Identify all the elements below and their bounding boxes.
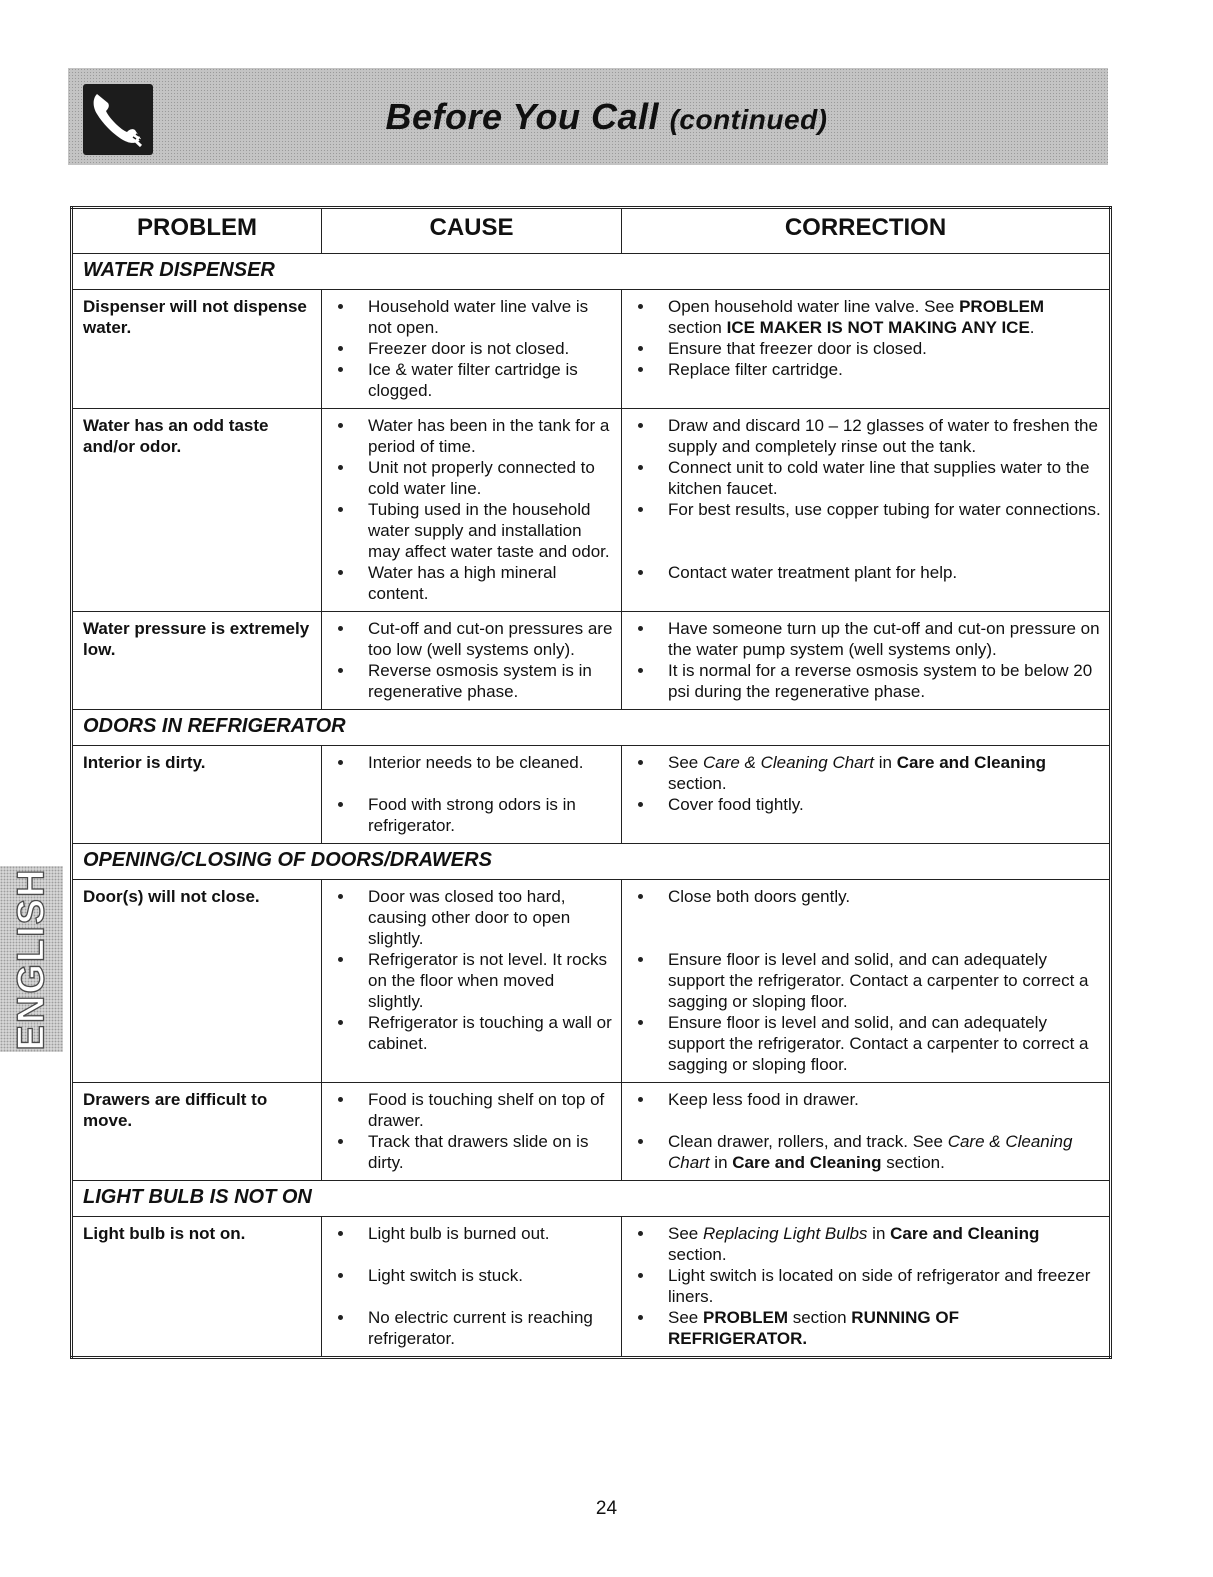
page-number: 24 — [595, 1498, 618, 1519]
section-title: LIGHT BULB IS NOT ON — [72, 1181, 1111, 1217]
cause-item: Light switch is stuck. — [332, 1265, 613, 1286]
correction-cell — [622, 612, 1111, 710]
troubleshooting-table — [70, 206, 1112, 1359]
cause-item: Water has been in the tank for a period of time. — [332, 415, 613, 457]
cause-cell — [322, 290, 622, 409]
correction-item: Cover food tightly. — [632, 794, 1101, 815]
problem-cell: Water has an odd taste and/or odor. — [72, 409, 322, 612]
section-title: WATER DISPENSER — [72, 254, 1111, 290]
table-row — [72, 880, 1111, 1083]
correction-item: See Replacing Light Bulbs in Care and Cleaning section. — [632, 1223, 1101, 1265]
cause-item: Door was closed too hard, causing other door to open slightly. — [332, 886, 613, 949]
table-row — [72, 746, 1111, 844]
correction-cell — [622, 409, 1111, 612]
correction-cell — [622, 1217, 1111, 1358]
page-title-subtitle: (continued) — [669, 104, 828, 135]
problem-cell: Light bulb is not on. — [72, 1217, 322, 1358]
section-title: ODORS IN REFRIGERATOR — [72, 710, 1111, 746]
correction-item: Ensure floor is level and solid, and can adequately support the refrigerator. Contact a carpenter to correct a sagging or sloping floor. — [632, 1012, 1101, 1075]
page-title-main: Before You Call — [385, 96, 660, 137]
cause-item: Food with strong odors is in refrigerator. — [332, 794, 613, 836]
correction-item: Ensure that freezer door is closed. — [632, 338, 1101, 359]
cause-item: Track that drawers slide on is dirty. — [332, 1131, 613, 1173]
cause-item: Food is touching shelf on top of drawer. — [332, 1089, 613, 1131]
problem-cell: Door(s) will not close. — [72, 880, 322, 1083]
cause-item: Interior needs to be cleaned. — [332, 752, 613, 773]
problem-cell: Interior is dirty. — [72, 746, 322, 844]
correction-item: See PROBLEM section RUNNING OF REFRIGERATOR. — [632, 1307, 1101, 1349]
table-row — [72, 1083, 1111, 1181]
correction-item: Keep less food in drawer. — [632, 1089, 1101, 1110]
section-title: OPENING/CLOSING OF DOORS/DRAWERS — [72, 844, 1111, 880]
cause-item: Household water line valve is not open. — [332, 296, 613, 338]
cause-cell — [322, 880, 622, 1083]
correction-item: Have someone turn up the cut-off and cut-on pressure on the water pump system (well systems only). — [632, 618, 1101, 660]
cause-item: Cut-off and cut-on pressures are too low (well systems only). — [332, 618, 613, 660]
cause-cell — [322, 612, 622, 710]
correction-cell — [622, 746, 1111, 844]
table-header-row — [72, 208, 1111, 254]
correction-item: Draw and discard 10 – 12 glasses of water to freshen the supply and completely rinse out the tank. — [632, 415, 1101, 457]
correction-cell — [622, 290, 1111, 409]
correction-item: Ensure floor is level and solid, and can adequately support the refrigerator. Contact a carpenter to correct a sagging or sloping floor. — [632, 949, 1101, 1012]
cause-item: Tubing used in the household water supply and installation may affect water taste and odor. — [332, 499, 613, 562]
problem-cell: Water pressure is extremely low. — [72, 612, 322, 710]
language-tab — [0, 866, 63, 1052]
cause-item: Reverse osmosis system is in regenerative phase. — [332, 660, 613, 702]
correction-item: Replace filter cartridge. — [632, 359, 1101, 380]
column-header-problem: PROBLEM — [72, 208, 322, 254]
table-row — [72, 1217, 1111, 1358]
cause-item: Ice & water filter cartridge is clogged. — [332, 359, 613, 401]
cause-item: Refrigerator is touching a wall or cabinet. — [332, 1012, 613, 1054]
cause-item: Unit not properly connected to cold water line. — [332, 457, 613, 499]
cause-cell — [322, 409, 622, 612]
section-row — [72, 1181, 1111, 1217]
correction-cell — [622, 880, 1111, 1083]
correction-item: Contact water treatment plant for help. — [632, 562, 1101, 583]
section-row — [72, 844, 1111, 880]
table-row — [72, 409, 1111, 612]
problem-cell: Drawers are difficult to move. — [72, 1083, 322, 1181]
cause-item: No electric current is reaching refrigerator. — [332, 1307, 613, 1349]
section-row — [72, 254, 1111, 290]
correction-item: Clean drawer, rollers, and track. See Care & Cleaning Chart in Care and Cleaning section. — [632, 1131, 1101, 1173]
table-row — [72, 612, 1111, 710]
correction-item: Connect unit to cold water line that supplies water to the kitchen faucet. — [632, 457, 1101, 499]
table-row — [72, 290, 1111, 409]
correction-item: Open household water line valve. See PROBLEM section ICE MAKER IS NOT MAKING ANY ICE. — [632, 296, 1101, 338]
cause-cell — [322, 1083, 622, 1181]
column-header-cause: CAUSE — [322, 208, 622, 254]
cause-item: Light bulb is burned out. — [332, 1223, 613, 1244]
section-row — [72, 710, 1111, 746]
cause-item: Water has a high mineral content. — [332, 562, 613, 604]
correction-item: See Care & Cleaning Chart in Care and Cleaning section. — [632, 752, 1101, 794]
column-header-correction: CORRECTION — [622, 208, 1111, 254]
correction-cell — [622, 1083, 1111, 1181]
correction-item: For best results, use copper tubing for water connections. — [632, 499, 1101, 520]
correction-item: Light switch is located on side of refrigerator and freezer liners. — [632, 1265, 1101, 1307]
problem-cell: Dispenser will not dispense water. — [72, 290, 322, 409]
language-tab-label: ENGLISH — [10, 867, 52, 1051]
cause-cell — [322, 1217, 622, 1358]
correction-item: Close both doors gently. — [632, 886, 1101, 907]
cause-item: Refrigerator is not level. It rocks on the floor when moved slightly. — [332, 949, 613, 1012]
page-title — [0, 96, 1213, 138]
correction-item: It is normal for a reverse osmosis system to be below 20 psi during the regenerative phase. — [632, 660, 1101, 702]
cause-cell — [322, 746, 622, 844]
cause-item: Freezer door is not closed. — [332, 338, 613, 359]
